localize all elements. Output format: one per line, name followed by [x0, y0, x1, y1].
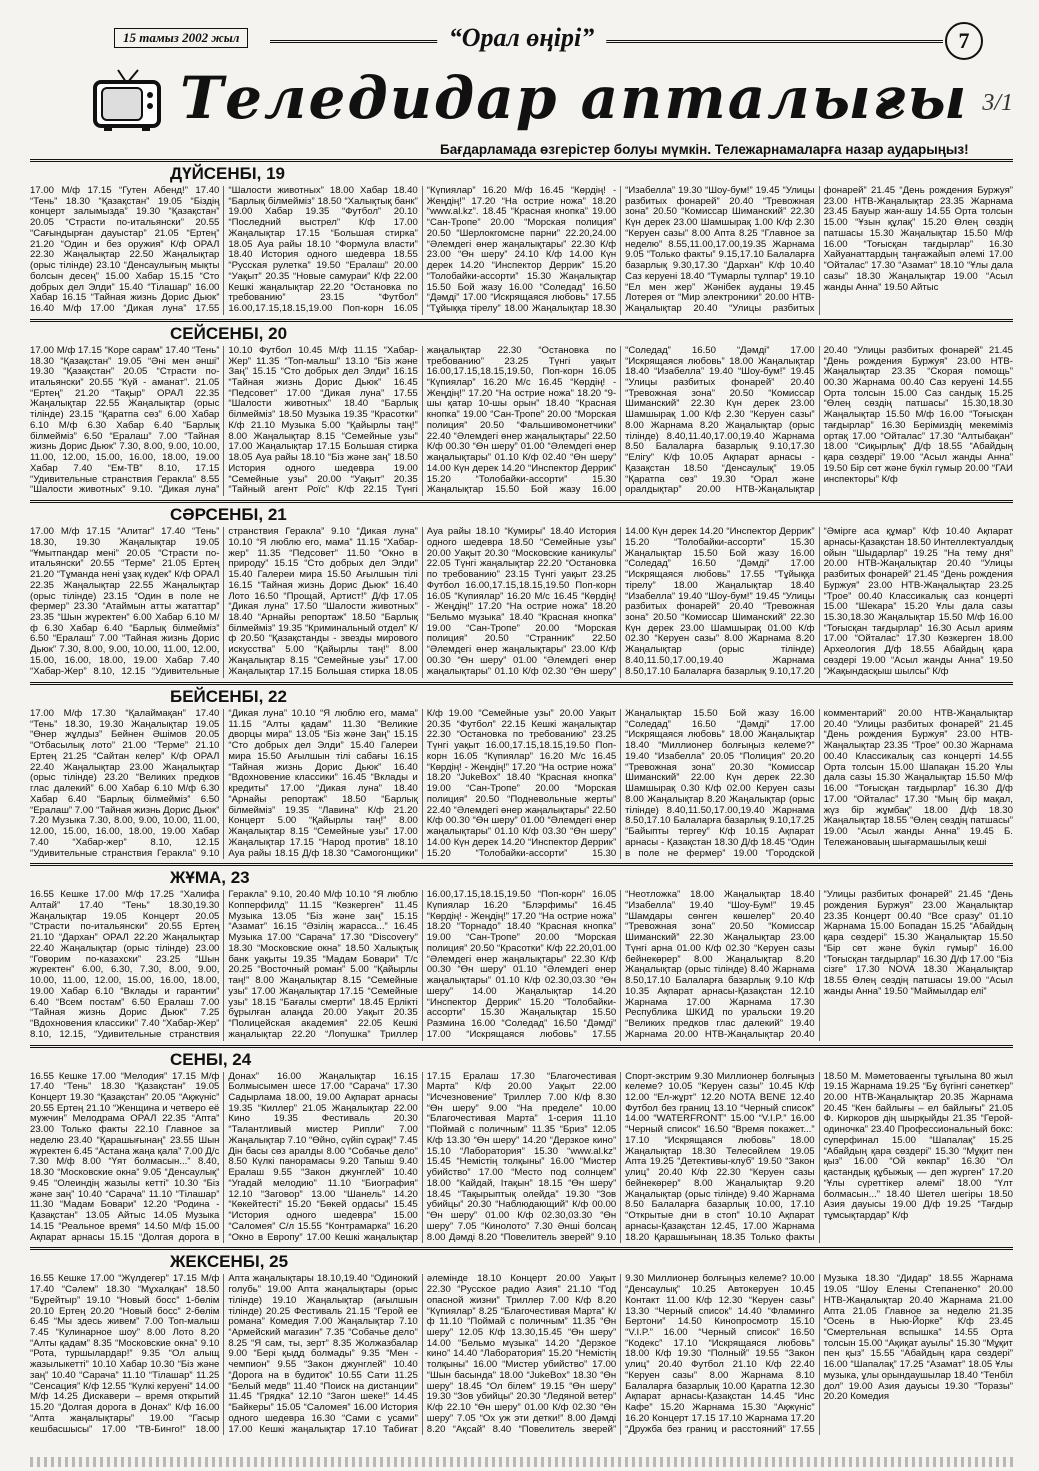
day-schedule-text: 17.00 М/ф 17.30 “Қалаймақан” 17.40 “Тень” 18.30, 19.30 Жаңалықтар 19.05 “Өнер жұлдыз” Бейнен Әшімов 20.05 “Отбасылық лото” 21.00 “Терме” 21.10 Ертең 21.25 “Сайтан келер” К/ф ОРАЛ 22.40 Жаңалықтар 23.00 Жаңалықтар (орыс тілінде) 23.20 “Великих предков глас далекий” 6.00 Хабар 6.10 М/ф 6.30 Хабар 6.40 “Барлық білмейміз” 6.50 “Ералаш” 7.00 “Тайная жизнь Дорис Дьюк” 7.20 Музыка 7.30, 8.00, 9.00, 10.00, 11.00, 12.00, 15.00, 16.00, 18.00, 19.00 Хабар 7.40 “Хабар-жер” 8.10, 12.15 “Удивительные странствия Геракла” 9.10 “Дикая луна” 10.10 “Я люблю его, мама” 11.15 “Алты қадам” 11.30 “Великие дворцы мира” 13.05 “Біз және Заң” 15.15 “Сто добрых дел Элди” 15.40 Галереи мира 15.50 Ағылшын тілі сабағы 16.15 “Тайная жизнь Дорис Дьюк” 16.40 “Вдохновение классики” 16.45 “Вклады и кредиты” 17.00 “Дикая луна” 18.40 “Арнайы репортаж” 18.50 “Барлық білмейміз” 19.35 “Лавина” К/ф 21.20 Концерт 5.00 “Қайырлы таң!” 8.00 Жаңалықтар 8.15 “Семейные узы” 17.00 Жаңалықтар 17.15 “Народ против” 18.10 Ауа райы 18.15 Д/ф 18.30 “Самогонщики” К/ф 19.00 “Семейные узы” 20.00 Уақыт 20.35 “Футбол” 22.15 Кешкі жаңалықтар 22.30 “Остановка по требованию” 23.25 Түнгі уақыт 16.00,17.15,18.15,19.50 Поп-корн 16.05 “Күпиялар” 16.20 М/с 16.45 “Көрдің! - Жеңдің!” 17.20 “На острие ножа” 18.20 “JukeBox” 18.40 “Красная кнопка” 19.00 “Сан-Тропе” 20.00 “Морская полиция” 20.50 “Подневольные жерты” 22.40 “Әлемдегі өнер жаңалықтары” 22.50 К/ф 00.30 “Өн шеру” 01.00 “Әлемдегі өнер жаңалықтары” 01.10 К/ф 03.30 “Өн шеру” 14.00 Күн дерек 14.20 “Инспектор Деррик” 15.20 “Толобайки-ассорти” 15.30 Жаңалықтар 15.50 Бой жазу 16.00 “Соледад” 16.50 “Дәмді” 17.00 “Искрящаяся любовь” 18.00 Жаңалықтар 18.40 “Миллионер болғыңыз келеме?” 19.40 “Изабелла” 20.05 “Полиция” 20.20 “Тревожная зона” 20.30 “Комиссар Шиманский” 22.00 Күн дерек 22.30 Шамшырақ 0.30 К/ф 02.00 Керуен сазы 8.00 Жаңалықтар 8.20 Жаңалықтар (орыс тілінде) 8.40,11.50,17.00,19.40 Жарнама 8.50,17.10 Балаларға базарлық 9.10,17.25 “Байыпты тергеу” К/ф 10.15 Ақпарат арнасы - Қазақстан 18.30 Д/ф 18.45 “Один в поле не фермер” 19.00 “Городской комментарий” 20.00 НТВ-Жаңалықтар 20.40 “Улицы разбитых фонарей” 21.45 “День рождения Буржуя” 23.00 НТВ-Жаңалықтар 23.35 “Трое” 00.30 Жарнама 00.40 Классикалық саз концерті 14.55 Орта толсын 15.00 Шапақан 15.20 Ұлы дала сазы 15.30 Жаңалықтар 15.50 М/ф 16.00 “Тоғысқан тағдырлар” 16.30 Д/ф 17.00 “Ойталас” 17.30 “Мың бір мақал, жүз бір жұмбақ” 18.00 Д/ф 18.30 Жаңалықтар 18.55 “Өлең сөздің патшасы” 19.00 “Асыл жанды Анна” 19.45 Б. Тележановаың шығармашылық кешi: [30, 707, 1013, 859]
television-icon: [92, 68, 162, 132]
day-section-tuesday: [30, 319, 1013, 496]
handwritten-note: 3/1: [982, 90, 1013, 116]
day-schedule-text: 17.00 М/ф 17.15 “Гутен Абенд!” 17.40 “Тень” 18.30 “Қазақстан” 19.05 “Біздің концерт залымызда” 19.30 “Қазақстан” 20.05 “Страсти по-итальянски” 20.55 “Сағындырған дауыстар” 21.05 “Ертең” 21.20 “Один и без оружия” К/ф ОРАЛ 22.30 Жаңалықтар 22.50 Жаңалықтар (орыс тілінде) 23.10 “Денсаулығың мықты болсын десең” 15.00 Хабар 15.15 “Сто добрых дел Элди” 15.40 “Тілашар” 16.00 Хабар 16.15 “Тайная жизнь Дорис Дьюк” 16.40 М/ф 17.00 “Дикая луна” 17.55 “Шалости животных” 18.00 Хабар 18.40 “Барлық білмейміз” 18.50 “Халықтық банк” 19.00 Хабар 19.35 “Футбол” 20.10 “Последний выстрел” К/ф 17.00 Жаңалықтар 17.15 “Большая стирка” 18.05 Ауа райы 18.10 “Формула власти” 18.40 История одного шедевра 18.55 “Русская рулетка” 19.50 “Ералаш” 20.00 “Уақыт” 20.35 “Новые самураи” К/ф 22.00 Кешкі жаңалықтар 22.20 “Остановка по требованию” 23.15 “Футбол” 16.00,17.15,18.15,19.00 Поп-корн 16.05 “Күпиялар” 16.20 М/ф 16.45 “Көрдің! - Жеңдің!” 17.20 “На острие ножа” 18.20 “www.al.kz”. 18.45 “Красная кнопка” 19.00 “Сан-Тропе” 20.00 “Морская полиция” 20.50 “Шерлокгомсне парни” 22.20,24.00 “Әлемдегі өнер жаңалықтары” 22.30 К/ф 23.00 “Өн шеру” 24.10 К/ф 14.00 Күн дерек 14.20 “Инспектор Деррик” 15.20 “Толобайки-ассорти” 15.30 Жаңалықтар 15.50 Бой жазу 16.00 “Соледад” 16.50 “Дәмді” 17.00 “Искрящаяся любовь” 17.55 “Тұйыққа тірелу” 18.00 Жаңалықтар 18.30 “Изабелла” 19.30 “Шоу-бум!” 19.45 “Улицы разбитых фонарей” 20.40 “Тревожная зона” 20.50 “Комиссар Шиманский” 22.30 Күн дерек 23.00 Шамшырақ 1.00 К/ф 2.30 “Керуен сазы” 8.00 Апта 8.25 “Главное за неделю” 8.55,11.00,17.00,19.35 Жарнама 9.05 “Только факты” 9.15,17.10 Балаларға базарлық 9.30,17.30 “Дархан” К/ф 10.40 Саз керуені 18.40 “Түмарлы тұлпар” 19.10 “Ел мен жер” Жәнібек ауданы 19.45 Лотерея от “Мир электроники” 20.00 НТВ-Жаңалықтар 20.40 “Улицы разбитых фонарей” 21.45 “День рождения Буржуя” 23.00 НТВ-Жаңалықтар 23.35 Жарнама 23.45 Бауыр жан-ашу 14.55 Орта толсын 15.00 “Ұзын құлақ” 15.20 Өлең сөздің патшасы 15.30 Жаңалықтар 15.50 М/ф 16.00 “Тоғысқан тағдырлар” 16.30 Хайуанаттардың таңғажайып әлемі 17.00 “Ойталас” 17.30 “Азамат” 18.10 “Ұлы дала сазы” 18.30 Жаңалықтар 19.00 “Асыл жанды Анна” 19.50 Айтыс: [30, 185, 1013, 315]
day-heading: ЖҰМА, 23: [170, 868, 250, 888]
day-section-monday: [30, 159, 1013, 315]
scan-edge-texture: [30, 1457, 1013, 1467]
day-section-wednesday: [30, 500, 1013, 678]
day-section-thursday: [30, 682, 1013, 859]
schedule-notice: Бағдарламада өзгерістер болуы мүмкін. Тележарнамаларға назар аударыңыз!: [440, 142, 969, 157]
issue-date: 15 тамыз 2002 жыл: [114, 28, 248, 48]
day-schedule-text: 16.55 Кешке 17.00 “Мелодия” 17.15 М/ф 17.40 “Тень” 18.30 “Қазақстан” 19.05 Концерт 19.30 “Қазақстан” 20.05 “Ақжүніс” 20.55 Ертең 21.10 “Женщина и четверо её мужчин” Мелодрама ОРАЛ 22.35 “Апта” 23.00 Только факты 22.10 Главное за неделю 23.40 “Қарашығынаң” 23.55 Шын жүректен 6.45 “Астана жаңа қала” 7.00 Д/с 7.30 М/ф 8.00 “Үят болмасын...” 8.40, 18.30 “Московские окна” 9.05 “Денсаулық” 9.45 “Олеиндің жазылы кетті” 10.30 “Біз және заң” 10.40 “Сарача” 11.10 “Тілашар” 11.30 “Мадам Бовари” 12.20 “Родина - Қазақстан” 13.05 Айтыс 14.05 Музыка 14.15 “Реальное время” 14.50 М/ф 15.00 Ақпарат арнасы 15.15 “Долгая дорога в Донах” 16.00 Жаңалықтар 16.15 Болмысымен шесе 17.00 “Сарача” 17.30 Садырлама 18.00, 19.00 Ақпарат арнасы 19.35 “Киллер” 21.05 Жаңалықтар 22.00 Кино 19.35 Фестиваль 20.30 “Талантливый мистер Рипли” 7.00 Жаңалықтар 7.10 “Өйно, сүйіп сұрақ!” 7.45 Дін басы сөз аралды 8.00 “Собачье дело” 8.50 Күлкі панорамасы 9.20 Тапыш 9.40 Ералаш 9.55 “Закон джунглей” 10.40 “Угадай мелодию” 11.10 “Биография” 12.10 “Заговор” 13.00 “Шанель” 14.20 “Көкейтесті” 15.20 “Бөкей ордасы” 15.45 “История одного шедевра” 15.00 “Саломея” С/л 15.55 “Контрамарка” 16.20 “Окно в Европу” 17.00 Кешкі жаңалықтар 17.15 Ералаш 17.30 “Благочестивая Марта” К/ф 20.00 Уақыт 22.00 “Исчезновение” Триллер 7.00 К/ф 8.30 “Өн шеру” 9.00 “На пределе” 10.00 “Благочестивая Марта” 1-серия 11.10 “Поймай с поличным” 11.35 “Бриз” 12.05 К/ф 13.30 “Өн шеру” 14.20 “Дерзкое кино” 15.10 “Лаборатория” 15.30 “www.al.kz” 15.45 “Немістің толқыны” 16.00 “Мистер убийство” 17.00 “Место под солнцем” 18.00 “Кайдай, Ітақын” 18.15 “Өн шеру” 18.45 “Тақырыптық олейда” 19.30 “Зов убийцы” 20.30 “Наблюдающий” К/ф 00.00 “Өн шеру” 01.00 К/ф 02.30,03.30 “Өн шеру” 7.05 “Кинолото” 7.30 Әнші болсаң 8.00 Дәмді 8.20 “Повелитель зверей” 9.10 Спорт-экстрим 9.30 Миллионер болғыңыз келеме? 10.05 “Керуен сазы” 10.45 К/ф 12.00 “Ел-жұрт” 12.20 NOTA BENE 12.40 Футбол без границ 13.10 “Черный список” 14.00 “WATERFRONT” 15.00 “V.I.P.” 16.00 “Черный список” 16.50 “Время покажет...” 17.10 “Искрящаяся любовь” 18.00 Жаңалықтар 18.30 Телесөйлем 19.05 Апта 19.25 “Детективы-клуб” 19.50 “Закон улиц” 20.40 К/ф 22.30 “Керуен сазы бейнекөрер” 8.00 Жаңалықтар 9.20 Жаңалықтар (орыс тілінде) 9.40 Жарнама 8.50 Балаларға базарлық 10.00, 17.10 “Открытые дни в стоп” 10.10 Ақпарат арнасы-Қазақстан 12.45, 17.00 Жарнама 18.20 Қарашығынаң 18.35 Только факты 18.50 М. Мәметоваенгы тұғылына 80 жыл 19.15 Жарнама 19.25 “Бұ бүгінгі сәнеткер” 20.00 НТВ-Жаңалықтар 20.35 Жарнама 20.45 “Кен байлығы – ел байлығы” 21.05 Ф. Киркоров дің шырқыйды 21.35 “Герой-одиночка” 23.40 Профессиональный бокс: суперфинал 15.00 “Шапалақ” 15.25 “Абайдың қара сөздері” 15.30 “Мұқит пен қыз” 16.00 “Ой көкпар” 16.30 “Ол қастандық құбыжық — деп жүрген” 17.20 “Ұлы сүреттікер әлемі” 18.00 “Үлт болмасын...” 18.40 Шетел шегіры 18.50 Азия дауысы 19.00 Д/ф 19.25 “Тағдыр тұмсықтардар” К/ф: [30, 1070, 1013, 1243]
masthead: [30, 18, 1013, 64]
day-heading: ЖЕКСЕНБІ, 25: [170, 1252, 289, 1272]
day-section-sunday: [30, 1247, 1013, 1435]
day-section-friday: [30, 863, 1013, 1040]
day-heading: СЕЙСЕНБІ, 20: [170, 323, 288, 343]
page-number: 7: [945, 22, 983, 60]
day-schedule-text: 17.00 М/ф 17.15 “Коре сарам” 17.40 “Тень” 18.30 “Қазақстан” 19.05 “Әні мен әнші” 19.30 “Қазақстан” 20.05 “Страсти по-итальянски” 20.55 “Күй - аманат”. 21.05 “Ертең” 21.20 “Тақыр” ОРАЛ 22.35 Жаңалықтар 22.55 Жаңалықтар (орыс тілінде) 23.15 “Қаратпа сөз” 6.00 Хабар 6.10 М/ф 6.30 Хабар 6.40 “Барлық білмейміз” 6.50 “Ералаш” 7.00 “Тайная жизнь Дорис Дьюк” 7.30, 8.00, 9.00, 10.00, 11.00, 12.00, 15.00, 16.00, 18.00, 19.00 Хабар 7.40 “Ем-ТВ” 8.10, 17.15 “Удивительные странствия Геракла” 8.55 “Шалости животных” 9.10. “Дикая луна” 10.10 Футбол 10.45 М/ф 11.15 “Хабар-Жер” 11.35 “Топ-мальш” 13.10 “Біз және Заң” 15.15 “Сто добрых дел Элди” 16.15 “Тайная жизнь Дорис Дьюк” 16.45 “Педсовет” 17.00 “Дикая луна” 17.55 “Шалости животных” 18.40 “Барлық білмейміз” 18.50 Музыка 19.35 “Красотки” К/ф 21.10 Музыка 5.00 “Қайырлы таң!” 8.00 Жаңалықтар 8.15 “Семейные узы” 17.00 Жаңалықтар 17.15 Большая стирка 18.05 Ауа райы 18.10 “Біз және заң” 18.50 История одного шедевра 19.00 “Семейные узы” 20.00 “Уақыт” 20.35 “Тайный агент Роїс” К/ф 22.15 Түнгі жаңалықтар 22.30 “Остановка по требованию” 23.25 Түнгі уақыт 16.00,17.15,18.15,19.50, Поп-корн 16.05 “Күпиялар” 16.20 М/с 16.45 “Көрдің! - Жеңдің!” 17.20 “На острие ножа” 18.20 “9-шы қатар 10-шы орын” 18.40 “Красная кнопка” 19.00 “Сан-Тропе” 20.00 “Морская полиция” 20.50 “Фальшивомонетчики” 22.40 “Әлемдегі өнер жаңалықтары” 22.50 К/ф 00.30 “Өн шеру” 01.00 “Әлемдегі өнер жаңалықтары” 01.10 К/ф 02.40 “Өн шеру” 14.00 Күн дерек 14.20 “Инспектор Деррик” 15.20 “Толобайки-ассорти” 15.30 Жаңалықтар 15.50 Бой жазу 16.00 “Соледад” 16.50 “Дәмді” 17.00 “Искрящаяся любовь” 18.00 Жаңалықтар 18.40 “Изабелла” 19.40 “Шоу-бум!” 19.45 “Улицы разбитых фонарей” 20.40 “Тревожная зона” 20.50 “Комиссар Шиманский” 22.30 Күн дерек 23.00 Шамшырақ 1.00 К/ф 2.30 “Керуен сазы” 8.00 Жарнама 8.20 Жаңалықтар (орыс тілінде) 8.40,11.40,17.00,19.40 Жарнама 8.50 Балаларға базарлық 9.10,17.30 “Елігу” К/ф 10.05 Ақпарат арнасы - Қазақстан 18.50 “Денсаулық” 19.05 “Қаратпа сөз” 19.30 “Орал және оралдықтар” 20.00 НТВ-Жаңалықтар 20.40 “Улицы разбитых фонарей” 21.45 “День рождения Буржуя” 23.00 НТВ-Жаңалықтар 23.35 “Скорая помощь” 00.30 Жарнама 00.40 Саз керуені 14.55 Орта толсын 15.00 Саз сандық 15.25 “Өлең сөздің патшасы” 15.30,18.30 Жаңалықтар 15.50 М/ф 16.00 “Тоғысқан тағдырлар” 16.30 Берімиздің мекеміміз ортақ 17.00 “Ойталас” 17.30 “Алтыбақан” 18.00 “Сиқырлық” Д/ф 18.55 “Абайдың қара сөздері” 19.00 “Асыл жанды Анна” 19.50 Бір сөт және бүкіл гүмыр 20.00 “ГАИ инспекторы” К/ф: [30, 344, 1013, 496]
page-title: Теледидар апталығы: [180, 64, 969, 132]
day-heading: БЕЙСЕНБІ, 22: [170, 686, 287, 706]
day-heading: СӘРСЕНБІ, 21: [170, 505, 287, 525]
day-section-saturday: [30, 1045, 1013, 1244]
day-schedule-text: 17.00 М/ф 17.15 “Алитаг” 17.40 “Тень” 18.30, 19.30 Жаңалықтар 19.05 “Ұмытпандар мені” 20.05 “Страсти по-итальянски” 20.55 “Терме” 21.05 Ертең 21.20 “Тұманда нені ұзақ күдек” К/ф ОРАЛ 22.35 Жаңалықтар 22.55 Жаңалықтар (орыс тілінде) 23.15 “Один в поле не фермер” 23.30 “Атаймын атты жататтар” 23.35 “Шын жүректен” 6.00 Хабар 6.10 М/ф 6.30 Хабар 6.40 “Барлық білмейміз” 6.50 “Ералаш” 7.00 “Тайная жизнь Дорис Дьюк” 7.30, 8.00, 9.00, 10.00, 11.00, 12.00, 15.00, 16.00, 18.00, 19.00 Хабар 7.40 “Хабар-Жер” 8.10, 12.15 “Удивительные странствия Геракла” 9.10 “Дикая луна” 10.10 “Я люблю его, мама” 11.15 “Хабар-жер” 11.35 “Педсовет” 11.50 “Окно в природу” 15.15 “Сто добрых дел Элди” 15.40 Галереи мира 15.50 Ағылшын тілі 16.15 “Тайная жизнь Дорис Дьюк” 16.40 Лото 16.50 “Прощай, Артист!” Д/ф 17.05 “Дикая луна” 17.50 “Шалости животных” 18.40 “Арнайы репортаж” 18.50 “Барлық білмейміз” 19.35 “Криминальный отдел” К/ф 20.50 “Қазақстанды - звезды мирового искусства” 5.00 “Қайырлы таң!” 8.00 Жаңалықтар 8.15 “Семейные узы” 17.00 Жаңалықтар 17.15 Большая стирка 18.05 Ауа райы 18.10 “Кумиры” 18.40 История одного шедевра 18.50 “Семейные узы” 20.00 Уақыт 20.30 “Московские каникулы” 22.05 Түнгі жаңалықтар 22.20 “Остановка по требованию” 23.15 Түнгі уақыт 23.25 Футбол 16.00,17.15,18.15,19.50 Поп-корн 16.05 “Күпиялар” 16.20 М/с 16.45 “Көрдің! - Жеңдің!” 17.20 “На острие ножа” 18.20 “Бельмо мүзыка” 18.40 “Красная кнопка” 19.00 “Сан-Тропе” 20.00 “Морская полиция” 20.50 “Странник” 22.50 “Әлемдегі өнер жаңалықтары” 23.00 К/ф 00.30 “Өн шеру” 01.00 “Әлемдегі өнер жаңалықтары” 01.10 К/ф 02.30 “Өн шеру” 14.00 Күн дерек 14.20 “Инспектор Деррик” 15.20 “Толобайки-ассорти” 15.30 Жаңалықтар 15.50 Бой жазу 16.00 “Соледад” 16.50 “Дәмді” 17.00 “Искрящаяся любовь” 17.55 “Тұйыққа тірелу” 18.00 Жаңалықтар 18.40 “Изабелла” 19.40 “Шоу-бум!” 19.45 “Улицы разбитых фонарей” 20.40 “Тревожная зона” 20.50 “Комиссар Шиманский” 22.30 Күн дерек 23.00 Шамшырақ 01.00 К/ф 02.30 “Керуен сазы” 8.00 Жарнама 8.20 Жаңалықтар (орыс тілінде) 8.40,11.50,17.00,19.40 Жарнама 8.50,17.10 Балаларға базарлық 9.10,17.20 “Әмірге аса құмар” К/ф 10.40 Ақпарат арнасы-Қазақстан 18.50 Интеллектуалдық ойын “Шыдарлар” 19.25 “На тему дня” 20.00 НТВ-Жаңалықтар 20.40 “Улицы разбитых фонарей” 21.45 “День рождения Буржуя” 23.00 НТВ-Жаңалықтар 23.25 “Трое” 00.40 Классикалық саз концерті 15.00 “Шекара” 15.20 Ұлы дала сазы 15.30,18.30 Жаңалықтар 15.50 М/ф 16.00 “Тоғысқан тағдырлар” 16.30 Асыл ариям 17.00 “Ойталас” 17.30 Көзкерген 18.00 Археология Д/ф 18.55 Абайдың қара сөздері 19.00 “Асыл жанды Анна” 19.50 “Жақындасқыш шылсы” К/ф: [30, 526, 1013, 677]
newspaper-name: “Орал өңірі”: [437, 23, 607, 53]
title-bar: [30, 64, 1013, 148]
day-heading: СЕНБІ, 24: [170, 1049, 252, 1069]
day-heading: ДҮЙСЕНБІ, 19: [170, 164, 285, 183]
masthead-rule: [270, 40, 943, 43]
day-schedule-text: 16.55 Кешке 17.00 “Жүлдегер” 17.15 М/ф 17.40 “Сәлем” 18.30 “Мұхалқан” 18.50 “Бұрейтыр” 19.10 “Новый босс” 1-бөлім 20.10 Ертең 20.20 “Новый босс” 2-бөлім 6.45 “Мы здесь живем” 7.00 Топ-малыш 7.45 “Кулинарное шоу” 8.00 Лото 8.20 “Алты қадам” 8.35 “Московские окна” 9.10 “Рота, туршылардар!” 9.35 “Ол алыщ жазылыкетті” 10.10 Хабар 10.30 “Біз және заң” 10.40 “Сарача” 11.10 “Тілашар” 11.25 “Сенсация” К/ф 12.55 “Күлкі керуені” 14.00 М/ф 14.25 Дискавери – время открытий 15.20 “Долгая дорога в Донах” К/ф 16.00 “Апта жаңалықтары” 19.00 “Гасыр кешбасшысы” 17.00 “ТВ-Бинго!” 18.00 Апта жаңалықтары 18.10,19.40 “Одинокий голубь” 19.00 Апта жаңалықтары (орыс тілінде) 19.10 Жаңалықтар (ағылшын тілінде) 20.25 Фестиваль 21.15 “Герой ее романа” Комедия 7.00 Жаңалықтар 7.10 “Армейский магазин” 7.35 “Собачье дело” 8.25 “Я сам, ты, зерт” 8.35 Жолжазбалар 9.00 “Бері қыдд болмады” 9.35 “Мен - чемпион” 9.55 “Закон джунглей” 10.40 “Дорога на в будиток” 10.55 Сати 11.25 “Белый медв” 11.40 “Поиск на дистанции” 11.45 “Грядка” 12.10 “Загон шеке!” 14.45 “Байкеры” 15.05 “Саломея” 16.00 История одного шедевра 16.30 “Сами с усами” 17.00 Кешкі жаңалықтар 17.10 Табиғат әлемінде 18.10 Концерт 20.00 Уақыт 22.30 “Русское радио Азия” 21.10 “Год опасной жизни” Триллер 7.00 К/ф 8.20 “Күпиялар” 8.25 “Благочестивая Марта” К/ф 11.10 “Поймай с поличным” 11.35 “Өн шеру” 12.05 К/ф 13.30,15.45 “Өн шеру” 14.00 “Бельмо мүзыка” 14.20 “Дерзкое кино” 14.40 “Лаборатория” 15.20 “Немістің толқыны” 16.00 “Мистер убийство” 17.00 “Шын басында” 18.00 “JukeBox” 18.30 “Өн шеру” 18.45 “Ол білем” 19.15 “Өн шеру” 19.30 “Зов убийцы” 20.30 “Ледяной ветер” К/ф 22.10 “Өн шеру” 01.00 К/ф 02.30 “Өн шеру” 7.05 “Ох уж эти детки!” 8.00 Дәмді 8.20 “Ақсай” 8.40 “Повелитель зверей” 9.30 Миллионер болғыңыз келеме? 10.00 “Денсаулық” 10.25 Автокеруен 10.45 Контакт 11.00 К/ф 12.30 “Керуен сазы” 13.30 “Черный список” 14.40 “Фламинго Бертони” 14.50 Кинопросмотр 15.10 “V.I.P.” 16.00 “Черный список” 16.50 “Кодекс” 17.10 “Искрящаяся любовь” 18.00 К/ф 19.30 “Полный” 19.55 “Закон улиц” 20.40 Футбол 21.10 К/ф 22.40 “Керуен сазы” 8.00 Жарнама 8.10 Балаларға базарлық 10.00 Қаратпа 12.30 Ақпарат арнасы-Қазақстан 14.45 “Инс Кафе” 15.20 Жарнама 15.30 “Ақжүніс” 16.20 Концерт 17.15 17.10 Жарнама 17.20 “Дружба без границ и расстояний” 17.55 Музыка 18.30 “Дидар” 18.55 Жарнама 19.05 “Шоу Елены Степаненко” 20.00 НТВ-Жаңалықтар 20.40 Жарнама 21.00 Апта 21.05 Главное за неделю 21.35 “Осень в Нью-Йорке” К/ф 23.45 “Смертельная вспышка” 14.55 Орта толсын 15.00 “Ақиқат ауылы” 15.30 “Мұқит пен қыз” 15.55 “Абайдың қара сөздері” 16.00 “Шапалақ” 17.25 “Азамат” 18.05 Ұлы музыка, ұлы орындаушылар 18.40 “Тенбiл дол” 19.00 Азия дауысы 19.30 “Торазы” 20.20 Комедия: [30, 1273, 1013, 1435]
day-schedule-text: 16.55 Кешке 17.00 М/ф 17.25 “Халифа Алтай” 17.40 “Тень” 18.30,19.30 Жаңалықтар 19.05 Концерт 20.05 “Страсти по-итальянски” 20.55 Ертең 21.10 “Дархан” ОРАЛ 22.20 Жаңалықтар 22.40 Жаңалықтар (орыс тілінде) 23.00 “Говорим по-казахски” 23.25 “Шын жүректен” 6.00, 6.30, 7.30, 8.00, 9.00, 10.00, 11.00, 12.00, 15.00, 16.00, 18.00, 19.00 Хабар 6.10 “Вклады и гарантии” 6.40 “Всем постам” 6.50 Ералаш 7.00 “Тайная жизнь Дорис Дьюк” 7.25 “Вдохновения классики” 7.40 “Хабар-Жер” 8.10, 12.15, “Удивительные странствия Геракла” 9.10, 20.40 М/ф 10.10 “Я люблю Копперфилд” 11.15 “Көзкерген” 11.45 Музыка 13.05 “Біз және заң” 15.15 “Азамат” 16.15 “Әзілің жарасса...” 16.45 Музыка 17.00 “Сарача” 17.30 “Discovery” 18.30 “Московские окна” 18.50 Халықтық банк уақыты 19.35 “Мадам Бовари” Т/с 20.25 “Восточный роман” 5.00 “Қайырлы таң!” 8.00 Жаңалықтар 8.15 “Семейные узы” 17.00 Жаңалықтар 17.15 “Семейные узы” 18.15 “Бағалы смерти” 18.45 Ерлікті бұрылған алаңда 20.00 Уақыт 20.35 “Полицейская академия” 22.05 Кешкі жаңалықтар 22.20 “Лопушка” Триллер 16.00,17.15,18.15,19.50 “Поп-корн” 16.05 Күпиялар 16.20 “Блэрфимы” 16.45 “Көрдің! - Жеңдің!” 17.20 “На острие ножа” 18.20 “Торнадо” 18.40 “Красная кнопка” 19.00 “Сан-Тропе” 20.00 “Морская полиция” 20.50 “Красотки” К/ф 22.20,01.00 “Әлемдегі өнер жаңалықтары” 22.30 К/ф 00.30 “Өн шеру” 01.10 “Әлемдегі өнер жаңалықтары” 01.10 К/ф 02.30,03.30 “Өн шеру” 14.00 Жаңалықтар 14.20 “Инспектор Деррик” 15.20 “Толобайки-ассорти” 15.30 Жаңалықтар 15.50 Размина 16.00 “Соледад” 16.50 “Дәмді” 17.00 “Искрящаяся любовь” 17.55 “Неотложка” 18.00 Жаңалықтар 18.40 “Изабелла” 19.40 “Шоу-Бум!” 19.45 “Шамдары сөнген көшелер” 20.40 “Тревожная зона” 20.50 “Комиссар Шиманский” 22.30 Жаңалықтар 23.00 Түнгі арна 01.00 К/ф 02.30 “Керуен сазы бейнекөрер” 8.00 Жаңалықтар 8.20 Жаңалықтар (орыс тілінде) 8.40 Жарнама 8.50,17.10 Балаларға базарлық 9.10 К/ф 10.35 Ақпарат арнасы-Қазақстан 12.10 Жарнама 17.00 Жарнама 17.30 Республика ШКИД по уральски 19.20 “Великих предков глас далекий” 19.40 Жарнама 20.00 НТВ-Жаңалықтар 20.40 “Улицы разбитых фонарей” 21.45 “День рождения Буржуя” 23.00 Жаңалықтар 23.35 Концерт 00.40 “Все сразу” 01.10 Жарнама 15.00 Бопадан 15.25 “Абайдың қара сөздері” 15.30 Жаңалықтар 15.50 “Бір сөт және бүкіл гүмыр” 16.00 “Тоғысқан тағдырлар” 16.30 Д/ф 17.00 “Біз сізге” 17.30 NOVA 18.30 Жаңалықтар 18.55 Өлең сөздің патшасы 19.00 “Асыл жанды Анна” 19.50 “Маймылдар елі”: [30, 889, 1013, 1040]
